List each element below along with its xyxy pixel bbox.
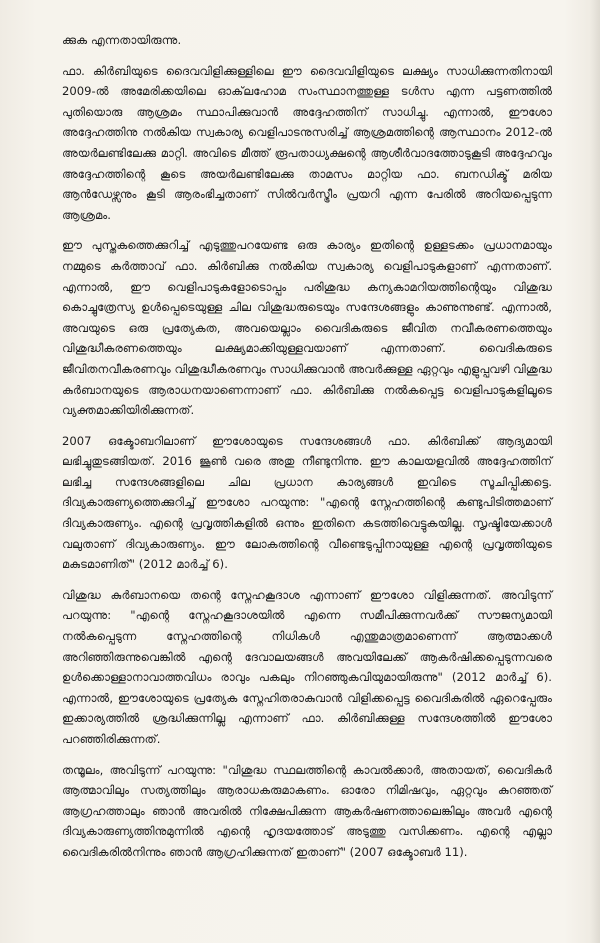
page-edge-shadow [590, 0, 600, 943]
paragraph-guardians: തന്മൂലം, അവിടുന്ന് പറയുന്നു: "വിശുദ്ധ സ്ഥലത്തിന്റെ കാവൽക്കാർ, അതായത്, വൈദികർ ആത്മാവിലും സത്യത്തിലും ആരാധകരുമാകണം. ഓരോ നിമിഷവും, ഏറ്റവും കുറഞ്ഞത് ആഗ്രഹത്താലും ഞാൻ അവരിൽ നിക്ഷേപിക്കുന്ന ആകർഷണത്താലെങ്കിലും അവർ എന്റെ ദിവ്യകാരുണ്യത്തിനുമുന്നിൽ എന്റെ ഹൃദയത്തോട് അടുത്തു വസിക്കണം. എന്റെ എല്ലാ വൈദികരിൽനിന്നും ഞാൻ ആഗ്രഹിക്കുന്നത് ഇതാണ്" (2007 ഒക്ടോബർ 11). [62, 762, 552, 859]
paragraph-sacrament-of-love: വിശുദ്ധ കുർബാനയെ തന്റെ സ്നേഹകൂദാശ എന്നാണ് ഈശോ വിളിക്കുന്നത്. അവിടുന്ന് പറയുന്നു: "എന്റെ സ്നേഹകൂദാശയിൽ എന്നെ സമീപിക്കുന്നവർക്ക് സൗജന്യമായി നൽകപ്പെടുന്ന സ്നേഹത്തിന്റെ നിധികൾ എന്തുമാത്രമാണെന്ന് ആത്മാക്കൾ അറിഞ്ഞിരുന്നുവെങ്കിൽ എന്റെ ദേവാലയങ്ങൾ അവയിലേക്ക് ആകർഷിക്കപ്പെടുന്നവരെ ഉൾക്കൊള്ളാനാവാത്തവിധം രാവും പകലും നിറഞ്ഞുകവിയുമായിരുന്നു" (2012 മാർച്ച് 6). എന്നാൽ, ഈശോയുടെ പ്രത്യേക സ്നേഹിതരാകുവാൻ വിളിക്കപ്പെട്ട വൈദികരിൽ ഏറെപ്പേരും ഇക്കാര്യത്തിൽ ശ്രദ്ധിക്കുന്നില്ല എന്നാണ് ഫാ. കിർബിക്കുള്ള സന്ദേശത്തിൽ ഈശോ പറഞ്ഞിരിക്കുന്നത്. [62, 587, 552, 746]
body-text [62, 30, 552, 873]
paragraph-ashram-founding: ഫാ. കിർബിയുടെ ദൈവവിളിക്കുള്ളിലെ ഈ ദൈവവിളിയുടെ ലക്ഷ്യം സാധിക്കുന്നതിനായി 2009-ൽ അമേരിക്കയിലെ ഓക്‌ലഹോമ സംസ്ഥാനത്തുള്ള ടൾസ എന്ന പട്ടണത്തിൽ പുതിയൊരു ആശ്രമം സ്ഥാപിക്കുവാൻ അദ്ദേഹത്തിന് സാധിച്ചു. എന്നാൽ, ഈശോ അദ്ദേഹത്തിനു നൽകിയ സ്വകാര്യ വെളിപാടനുസരിച്ച് ആശ്രമത്തിന്റെ ആസ്ഥാനം 2012-ൽ അയർലണ്ടിലേക്കു മാറ്റി. അവിടെ മീത്ത് രൂപതാധ്യക്ഷന്റെ ആശീർവാദത്തോടുകൂടി അദ്ദേഹവും അദ്ദേഹത്തിന്റെ കൂടെ അയർലണ്ടിലേക്കു താമസം മാറ്റിയ ഫാ. ബനഡിക്ട് മരിയ ആൻഡേഴ്സനും കൂടി ആരംഭിച്ചതാണ് സിൽവർസ്ട്രീം പ്രയറി എന്ന പേരിൽ അറിയപ്പെടുന്ന ആശ്രമം. [62, 63, 552, 222]
paragraph-book-content: ഈ പുസ്തകത്തെക്കുറിച്ച് എടുത്തുപറയേണ്ട ഒരു കാര്യം ഇതിന്റെ ഉള്ളടക്കം പ്രധാനമായും നമ്മുടെ കർത്താവ് ഫാ. കിർബിക്കു നൽകിയ സ്വകാര്യ വെളിപാടുകളാണ് എന്നതാണ്. എന്നാൽ, ഈ വെളിപാടുകളോടൊപ്പം പരിശുദ്ധ കന്യകാമറിയത്തിന്റെയും വിശുദ്ധ കൊച്ചുത്രേസ്യ ഉൾപ്പെടെയുള്ള ചില വിശുദ്ധരുടെയും സന്ദേശങ്ങളും കാണുന്നുണ്ട്. എന്നാൽ, അവയുടെ ഒരു പ്രത്യേകത, അവയെല്ലാം വൈദികരുടെ ജീവിത നവീകരണത്തെയും വിശുദ്ധീകരണത്തെയും ലക്ഷ്യമാക്കിയുള്ളവയാണ് എന്നതാണ്. വൈദികരുടെ ജീവിതനവീകരണവും വിശുദ്ധീകരണവും സാധിക്കുവാൻ അവർക്കുള്ള ഏറ്റവും എളുപ്പവഴി വിശുദ്ധ കുർബാനയുടെ ആരാധനയാണെന്നാണ് ഫാ. കിർബിക്കു നൽകപ്പെട്ട വെളിപാടുകളിലൂടെ വ്യക്തമാക്കിയിരിക്കുന്നത്. [62, 238, 552, 418]
paragraph-messages-2007: 2007 ഒക്ടോബറിലാണ് ഈശോയുടെ സന്ദേശങ്ങൾ ഫാ. കിർബിക്ക് ആദ്യമായി ലഭിച്ചുതുടങ്ങിയത്. 2016 ജൂൺ വരെ അതു നീണ്ടുനിന്നു. ഈ കാലയളവിൽ അദ്ദേഹത്തിന് ലഭിച്ച സന്ദേശങ്ങളിലെ ചില പ്രധാന കാര്യങ്ങൾ ഇവിടെ സൂചിപ്പിക്കട്ടെ. ദിവ്യകാരുണ്യത്തെക്കുറിച്ച് ഈശോ പറയുന്നു: "എന്റെ സ്നേഹത്തിന്റെ കണ്ടുപിടിത്തമാണ് ദിവ്യകാരുണ്യം. എന്റെ പ്രവൃത്തികളിൽ ഒന്നും ഇതിനെ കടത്തിവെട്ടുകയില്ല. സൃഷ്ടിയേക്കാൾ വലുതാണ് ദിവ്യകാരുണ്യം. ഈ ലോകത്തിന്റെ വീണ്ടെടുപ്പിനായുള്ള എന്റെ പ്രവൃത്തിയുടെ മകുടമാണിത്" (2012 മാർച്ച് 6). [62, 433, 552, 572]
paragraph-continuation: ക്കുക എന്നതായിരുന്നു. [62, 33, 182, 47]
